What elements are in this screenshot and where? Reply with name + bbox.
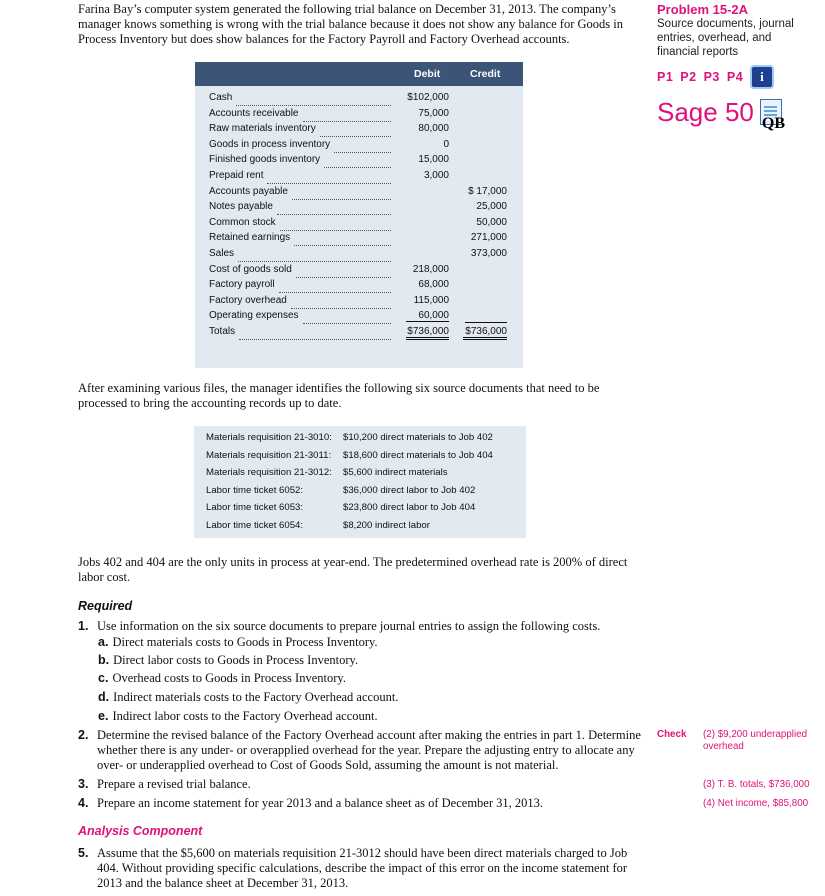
account-label: Accounts payable [209, 185, 288, 197]
question-number: 1. [78, 619, 89, 633]
dot-leader [320, 123, 391, 137]
source-documents-table [194, 426, 526, 538]
trial-balance-row [195, 326, 523, 342]
learning-objectives [657, 65, 822, 89]
required-heading: Required [78, 599, 133, 613]
subquestion-letter: a. [98, 635, 109, 649]
check-figure-3: (3) T. B. totals, $736,000 [703, 779, 810, 790]
debit-amount: 60,000 [406, 310, 449, 322]
debit-amount: 68,000 [418, 279, 449, 291]
subquestion-text: Direct labor costs to Goods in Process Inventory. [113, 653, 359, 667]
trial-balance-row [195, 154, 523, 170]
subquestion-text: Indirect materials costs to the Factory Overhead account. [113, 690, 399, 704]
trial-balance-row [195, 310, 523, 326]
source-document-row [194, 450, 526, 468]
credit-underline [465, 322, 507, 323]
question-1 [78, 619, 650, 634]
debit-amount: 0 [443, 138, 449, 150]
trial-balance-row [195, 186, 523, 202]
sage-quickbooks-row [657, 97, 822, 133]
debit-amount: 218,000 [412, 263, 449, 275]
question-text: Determine the revised balance of the Factory Overhead account after making the entries in part 1. Determine whether there is any under- or overapplied overhead for the year. Prepare the adjusting entry to allocate any over- or underapplied overhead to Cost of Goods Sold, assuming the amount is not material. [97, 728, 641, 772]
dot-leader [236, 92, 391, 106]
account-label: Cost of goods sold [209, 263, 292, 275]
objective-p4: P4 [726, 70, 744, 84]
document-description: $5,600 indirect materials [343, 467, 448, 479]
subquestion-text: Indirect labor costs to the Factory Overhead account. [112, 709, 378, 723]
trial-balance-header [195, 62, 523, 86]
subquestion-letter: d. [98, 690, 110, 704]
credit-amount: $736,000 [463, 326, 507, 340]
quickbooks-icon[interactable] [760, 97, 786, 133]
problem-subtitle-line-1: Source documents, journal [657, 18, 794, 30]
subquestion-c [98, 671, 638, 686]
question-number: 3. [78, 777, 89, 791]
subquestion-text: Overhead costs to Goods in Process Inventory. [112, 671, 346, 685]
check-figure-text: (2) $9,200 underapplied overhead [703, 729, 808, 752]
problem-sidebar [657, 2, 822, 133]
account-label: Prepaid rent [209, 170, 264, 181]
document-description: $10,200 direct materials to Job 402 [343, 432, 493, 443]
qb-label: QB [761, 115, 785, 132]
jobs-paragraph: Jobs 402 and 404 are the only units in process at year-end. The predetermined overhead rate is 200% of direct labor cost. [78, 555, 628, 584]
question-4 [78, 796, 650, 811]
source-documents-intro: After examining various files, the manager identifies the following six source documents that need to be processed to bring the accounting records up to date. [78, 381, 600, 410]
credit-amount: $ 17,000 [468, 185, 507, 197]
question-text: Prepare a revised trial balance. [97, 777, 251, 791]
dot-leader [292, 186, 391, 200]
subquestion-text: Direct materials costs to Goods in Process Inventory. [112, 635, 378, 649]
account-label: Finished goods inventory [209, 154, 321, 166]
question-text: Prepare an income statement for year 2013 and a balance sheet as of December 31, 2013. [97, 796, 543, 810]
credit-amount: 271,000 [470, 232, 507, 244]
dot-leader [279, 279, 391, 293]
subquestion-letter: b. [98, 653, 110, 667]
question-5 [78, 846, 650, 891]
trial-balance-table [195, 62, 523, 368]
trial-balance-row [195, 248, 523, 264]
trial-balance-row [195, 139, 523, 155]
credit-amount: 50,000 [476, 216, 507, 228]
check-label: Check [657, 729, 687, 740]
document-id: Labor time ticket 6054: [206, 520, 304, 531]
trial-balance-row [195, 92, 523, 108]
debit-amount: 115,000 [413, 294, 449, 306]
credit-header: Credit [470, 68, 501, 80]
trial-balance-row [195, 232, 523, 248]
document-description: $8,200 indirect labor [343, 520, 430, 531]
subquestion-a [98, 635, 638, 650]
problem-subtitle-line-3: financial reports [657, 46, 739, 58]
question-text: Assume that the $5,600 on materials requisition 21-3012 should have been direct materials charged to Job 404. Without providing specific calculations, describe the impact of this error on the income statement for 2013 and the balance sheet at December 31, 2013. [97, 846, 628, 890]
dot-leader [303, 108, 391, 122]
dot-leader [334, 139, 391, 153]
credit-amount: 373,000 [470, 248, 507, 259]
check-figure-4: (4) Net income, $85,800 [703, 798, 809, 809]
account-label: Accounts receivable [209, 107, 299, 119]
trial-balance-row [195, 201, 523, 217]
document-id: Materials requisition 21-3010: [206, 432, 332, 443]
dot-leader [296, 264, 391, 278]
debit-amount: 80,000 [418, 123, 449, 135]
document-id: Materials requisition 21-3011: [206, 449, 332, 461]
source-document-row [194, 520, 526, 538]
source-document-row [194, 485, 526, 503]
dot-leader [238, 248, 391, 262]
question-number: 2. [78, 728, 89, 742]
debit-amount: 15,000 [418, 154, 449, 166]
debit-amount: $102,000 [407, 92, 449, 103]
debit-amount: 75,000 [418, 107, 449, 119]
source-document-row [194, 502, 526, 520]
sage-50-label: Sage 50 [657, 97, 754, 127]
source-document-row [194, 432, 526, 450]
document-description: $23,800 direct labor to Job 404 [343, 502, 476, 514]
question-number: 5. [78, 846, 89, 860]
dot-leader [324, 154, 391, 168]
trial-balance-row [195, 108, 523, 124]
objective-p2: P2 [680, 70, 697, 84]
intro-paragraph: Farina Bay’s computer system generated the following trial balance on December 31, 2013. The company’s manager knows something is wrong with the trial balance because it does not show any balance for Goods in Process Inventory but does show balances for the Factory Payroll and Factory Overhead accounts. [78, 2, 624, 46]
account-label: Retained earnings [209, 232, 291, 244]
debit-header: Debit [414, 68, 441, 80]
objective-p1: P1 [657, 70, 674, 84]
dot-leader [239, 326, 391, 340]
account-label: Common stock [209, 216, 276, 228]
question-number: 4. [78, 796, 89, 810]
subquestion-b [98, 653, 638, 668]
dot-leader [277, 201, 391, 215]
analysis-heading: Analysis Component [78, 824, 203, 838]
dot-leader [267, 170, 391, 184]
account-label: Factory overhead [209, 294, 287, 306]
dot-leader [294, 232, 391, 246]
document-id: Labor time ticket 6053: [206, 502, 304, 514]
debit-amount: 3,000 [423, 170, 449, 181]
problem-subtitle-line-2: entries, overhead, and [657, 32, 772, 44]
subquestion-e [98, 709, 638, 724]
account-label: Totals [209, 326, 236, 337]
trial-balance-row [195, 264, 523, 280]
trial-balance-row [195, 217, 523, 233]
subquestion-letter: c. [98, 671, 109, 685]
account-label: Raw materials inventory [209, 123, 316, 135]
debit-amount: $736,000 [406, 326, 449, 340]
subquestion-letter: e. [98, 709, 109, 723]
account-label: Operating expenses [209, 310, 299, 322]
question-3 [78, 777, 650, 792]
document-id: Labor time ticket 6052: [206, 484, 304, 496]
account-label: Notes payable [209, 201, 273, 213]
question-text: Use information on the six source documents to prepare journal entries to assign the following costs. [97, 619, 601, 633]
trial-balance-row [195, 170, 523, 186]
credit-amount: 25,000 [476, 201, 507, 213]
question-2 [78, 728, 650, 773]
dot-leader [291, 295, 391, 309]
document-description: $36,000 direct labor to Job 402 [343, 484, 476, 496]
account-label: Goods in process inventory [209, 138, 331, 150]
trial-balance-row [195, 123, 523, 139]
account-label: Factory payroll [209, 279, 275, 291]
objective-p3: P3 [703, 70, 720, 84]
document-id: Materials requisition 21-3012: [206, 467, 332, 479]
problem-number: Problem 15-2A [657, 2, 749, 17]
trial-balance-row [195, 295, 523, 311]
subquestion-d [98, 690, 638, 705]
document-description: $18,600 direct materials to Job 404 [343, 449, 493, 461]
account-label: Cash [209, 92, 233, 103]
dot-leader [280, 217, 391, 231]
source-document-row [194, 467, 526, 485]
info-icon[interactable]: i [750, 65, 774, 89]
account-label: Sales [209, 248, 235, 259]
dot-leader [303, 310, 391, 324]
trial-balance-row [195, 279, 523, 295]
